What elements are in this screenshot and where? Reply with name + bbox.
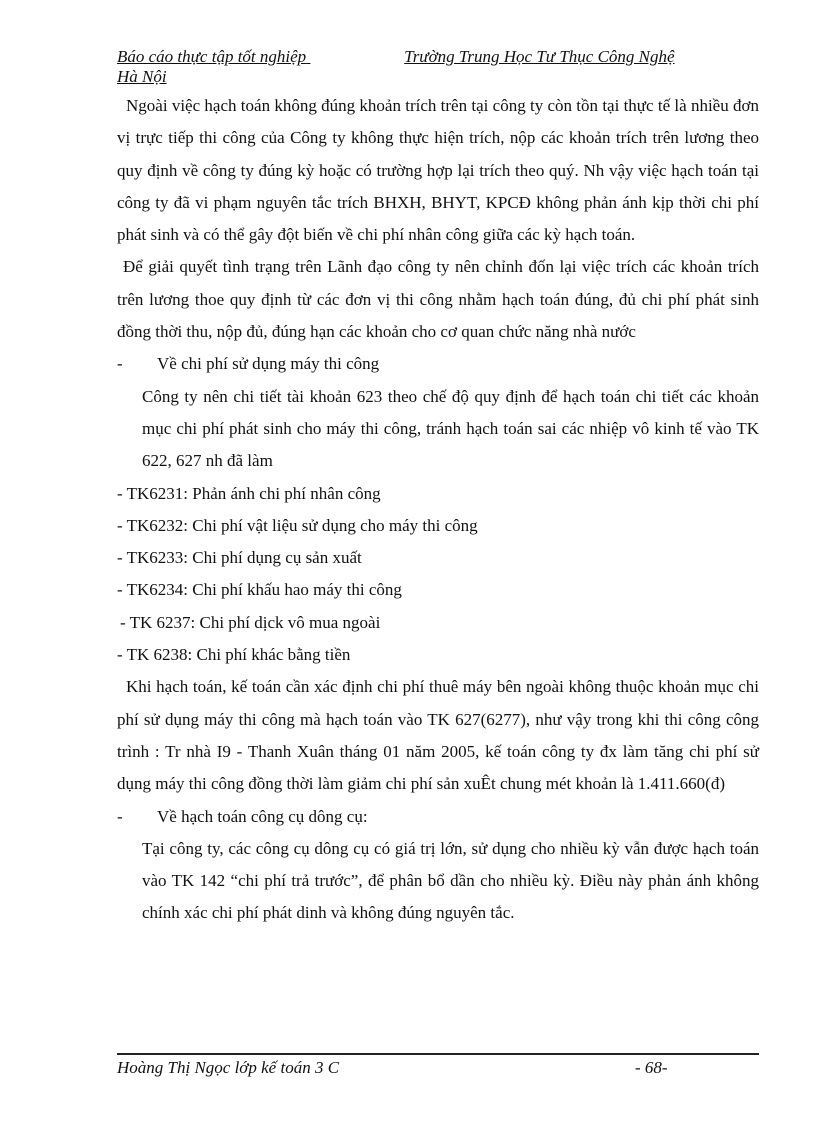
paragraph-1: Ngoài việc hạch toán không đúng khoản trích trên tại công ty còn tồn tại thực tế là nhiều đơn vị trực tiếp thi công của Công ty không thực hiện trích, nộp các khoản trích trên lương theo quy định về công ty đúng kỳ hoặc có trường hợp lại trích theo quý. Nh vậy việc hạch toán tại công ty đã vi phạm nguyên tắc trích BHXH, BHYT, KPCĐ không phản ánh kịp thời chi phí phát sinh và có thể gây đột biến về chi phí nhân công giữa các kỳ hạch toán. [117, 96, 759, 245]
bullet-machine-costs-text: Công ty nên chi tiết tài khoản 623 theo chế độ quy định để hạch toán chi tiết các khoản mục chi phí phát sinh cho máy thi công, tránh hạch toán sai các nhiệp vô kinh tế vào TK 622, 627 nh đã làm [142, 386, 759, 471]
bullet-tools-text: Tại công ty, các công cụ dông cụ có giá trị lớn, sử dụng cho nhiều kỳ vẫn được hạch toán vào TK 142 “chi phí trả trước”, để phân bổ dần cho nhiều kỳ. Điều này phản ánh không chính xác chi phí phát dinh và không đúng nguyên tắc. [142, 838, 759, 923]
paragraph-2: Để giải quyết tình trạng trên Lãnh đạo công ty nên chỉnh đốn lại việc trích các khoản trích trên lương thoe quy định từ các đơn vị thi công nhằm hạch toán đúng, đủ chi phí phát sinh đồng thời thu, nộp đủ, đúng hạn các khoản cho cơ quan chức năng nhà nước [117, 257, 759, 342]
bullet-heading: Về hạch toán công cụ dông cụ: [157, 806, 368, 826]
list-item: - TK6233: Chi phí dụng cụ sản xuất [117, 548, 362, 568]
list-item: - TK 6237: Chi phí dịck vô mua ngoài [120, 612, 381, 632]
bullet-dash: - [117, 354, 123, 374]
list-item: - TK6234: Chi phí khấu hao máy thi công [117, 580, 402, 600]
header-report-title: Báo cáo thực tập tốt nghiệp [117, 47, 307, 66]
list-item: - TK6232: Chi phí vật liệu sử dụng cho máy thi công [117, 515, 478, 535]
bullet-dash: - [117, 806, 123, 826]
footer-author: Hoàng Thị Ngọc lớp kế toán 3 C [117, 1058, 340, 1077]
page-header [117, 47, 757, 87]
paragraph-3: Khi hạch toán, kế toán cần xác định chi phí thuê máy bên ngoài không thuộc khoản mục chi phí sử dụng máy thi công mà hạch toán vào TK 627(6277), như vậy trong khi thi công công trình : Tr nhà I9 - Thanh Xuân tháng 01 năm 2005, kế toán công ty đx làm tăng chi phí sử dụng máy thi công đồng thời làm giảm chi phí sản xuÊt chung mét khoản là 1.411.660(đ) [117, 677, 759, 794]
bullet-machine-costs [117, 348, 759, 380]
header-school-city: Hà Nội [117, 67, 167, 86]
list-item: - TK6231: Phản ánh chi phí nhân công [117, 483, 381, 503]
page-body [117, 90, 759, 930]
bullet-heading: Về chi phí sử dụng máy thi công [157, 354, 380, 374]
footer-divider [117, 1053, 759, 1055]
page-number: - 68- [635, 1058, 668, 1077]
bullet-tools [117, 801, 759, 833]
header-school-name: Trường Trung Học Tư Thục Công Nghệ [404, 47, 675, 66]
list-item: - TK 6238: Chi phí khác bằng tiền [117, 645, 351, 665]
